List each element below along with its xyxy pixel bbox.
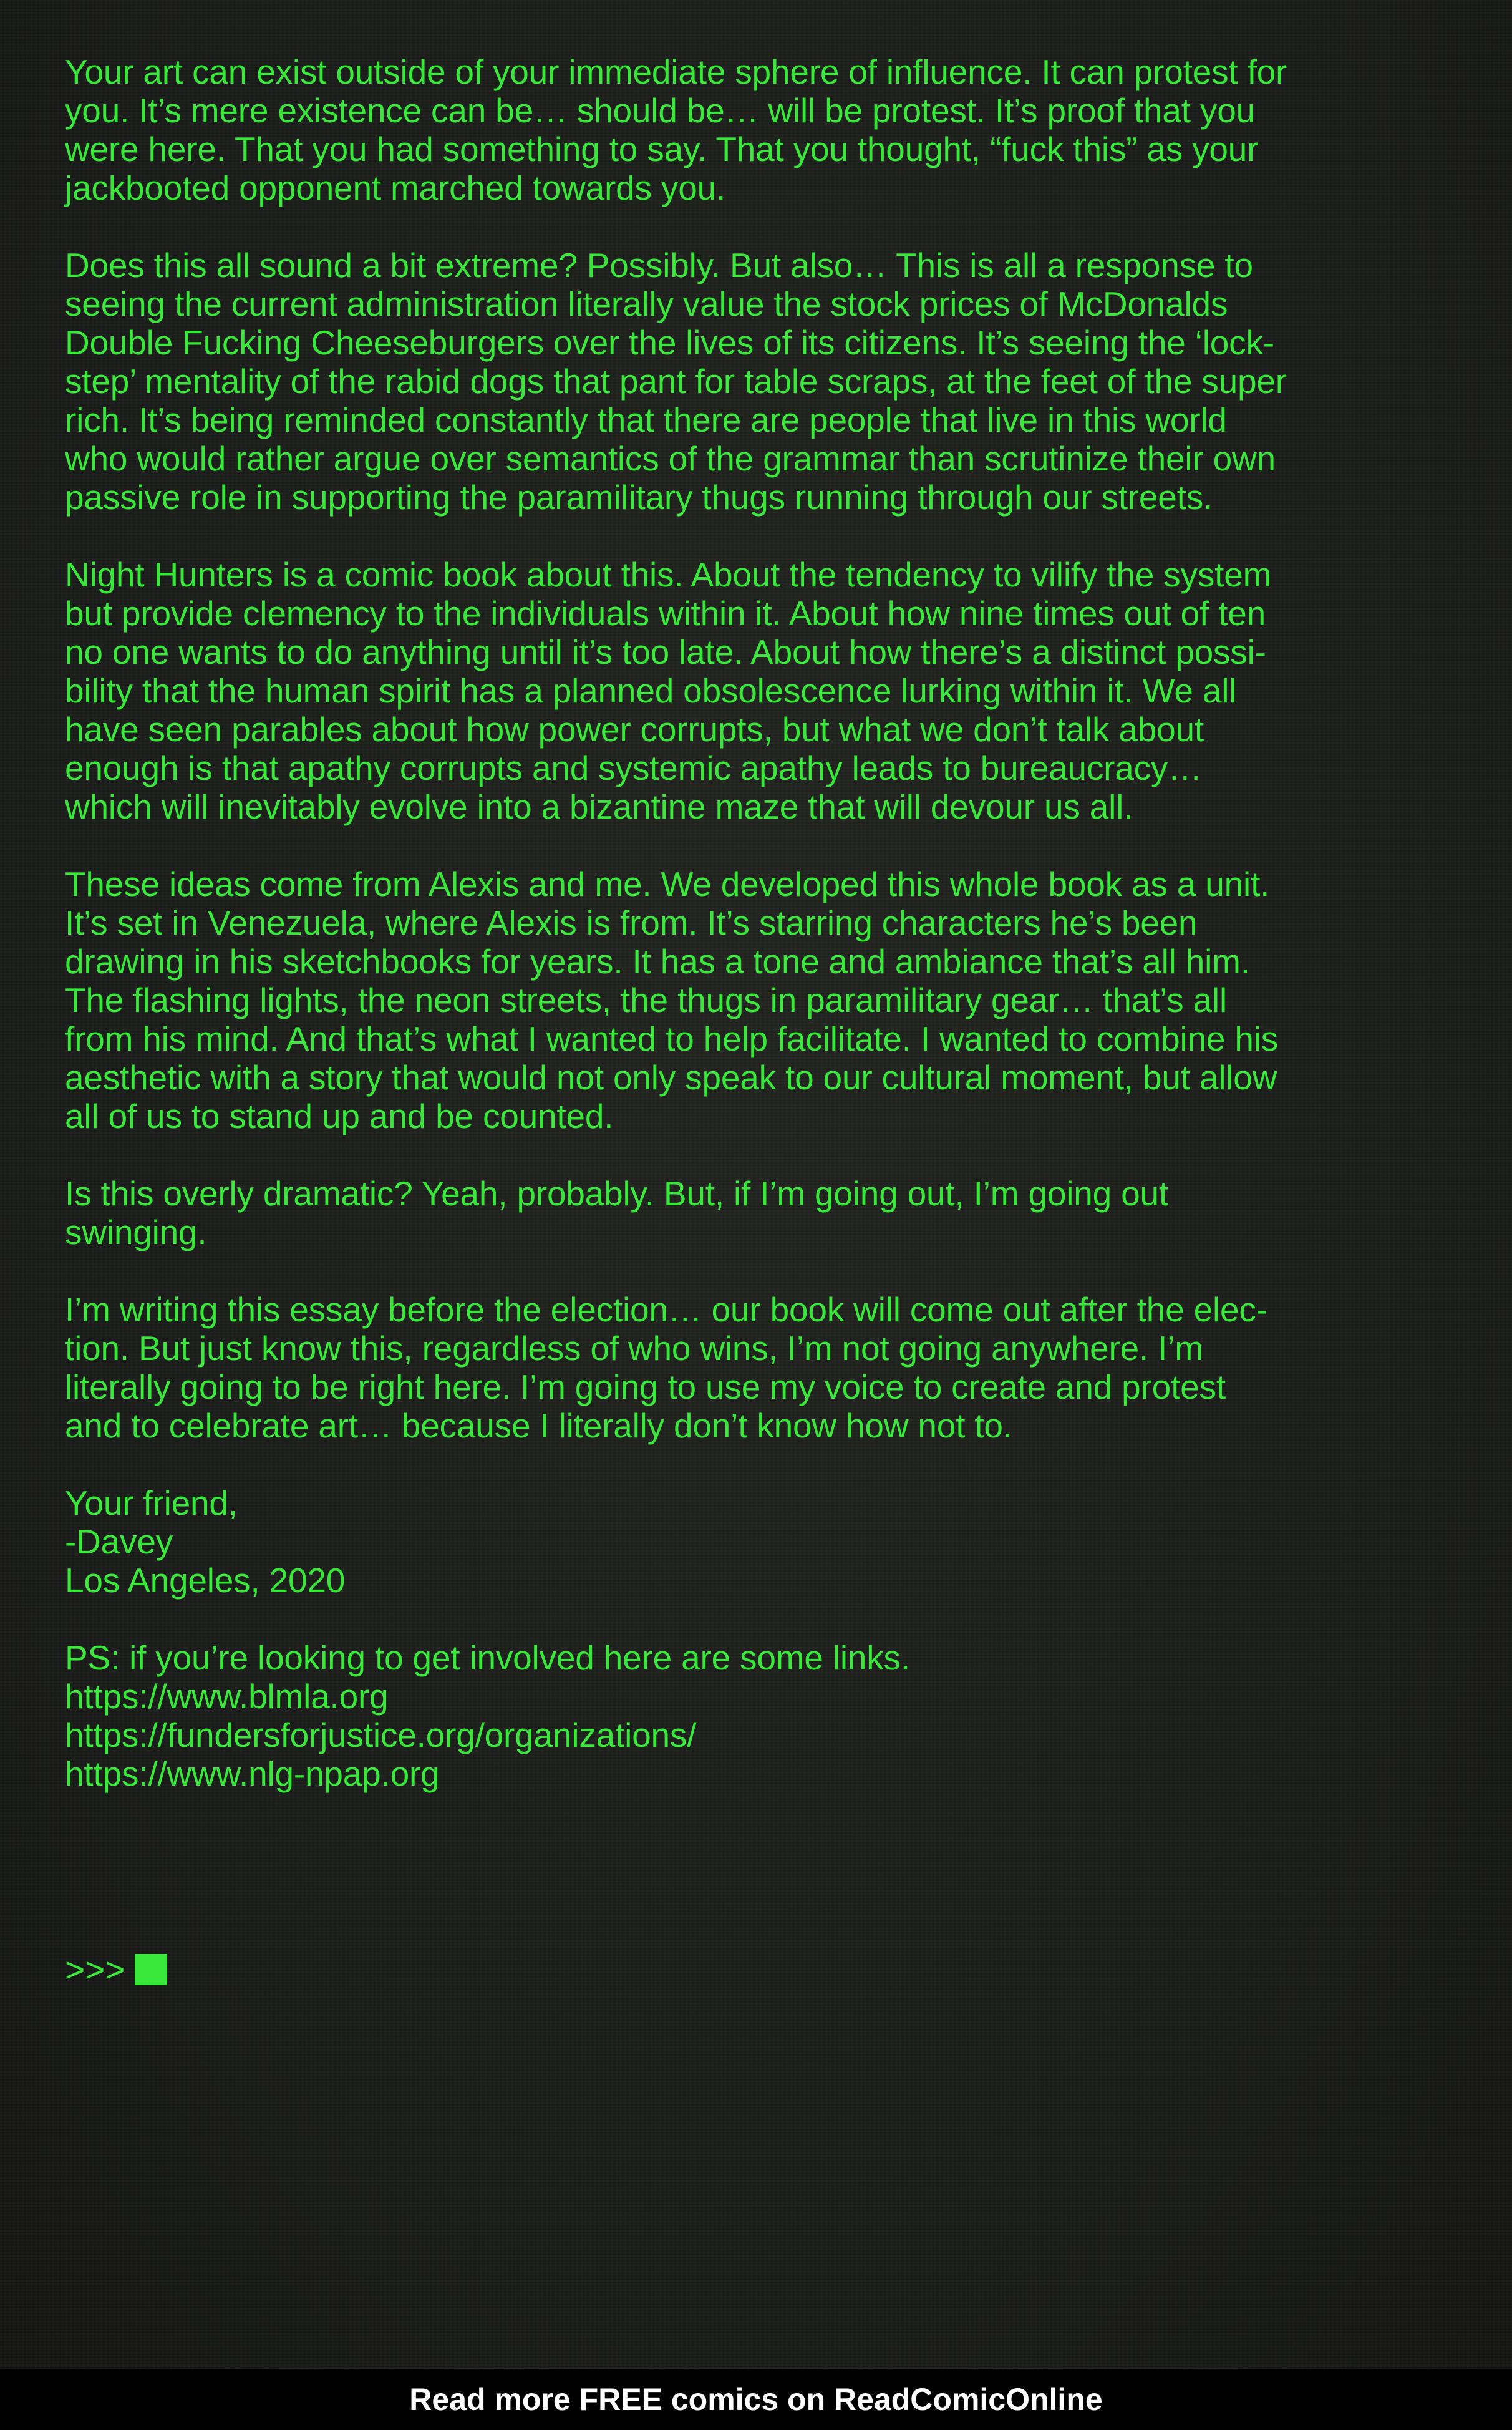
postscript-intro: PS: if you’re looking to get involved here are some links. (65, 1638, 910, 1677)
essay-paragraph-6 (65, 1290, 1468, 1445)
essay-paragraph-1 (65, 52, 1468, 207)
essay-line: aesthetic with a story that would not only speak to our cultural moment, but allow (65, 1058, 1277, 1097)
signoff-greeting: Your friend, (65, 1484, 238, 1522)
postscript-link: https://www.blmla.org (65, 1677, 389, 1716)
prompt-symbol: >>> (65, 1950, 125, 1989)
signoff-place-date: Los Angeles, 2020 (65, 1561, 346, 1600)
footer-banner (0, 2369, 1512, 2430)
essay-line: were here. That you had something to say. That you thought, “fuck this” as your (65, 130, 1259, 168)
essay-line: and to celebrate art… because I literally don’t know how not to. (65, 1406, 1012, 1445)
essay-line: Does this all sound a bit extreme? Possibly. But also… This is all a response to (65, 246, 1253, 284)
essay-line: jackbooted opponent marched towards you. (65, 168, 726, 207)
essay-line: tion. But just know this, regardless of who wins, I’m not going anywhere. I’m (65, 1329, 1203, 1368)
essay-line: Is this overly dramatic? Yeah, probably. But, if I’m going out, I’m going out (65, 1174, 1168, 1213)
essay-line: Double Fucking Cheeseburgers over the lives of its citizens. It’s seeing the ‘lock- (65, 323, 1274, 362)
essay-line: passive role in supporting the paramilitary thugs running through our streets. (65, 478, 1213, 517)
essay-paragraph-3 (65, 555, 1468, 826)
essay-paragraph-2 (65, 246, 1468, 517)
essay-line: bility that the human spirit has a planned obsolescence lurking within it. We all (65, 671, 1237, 710)
essay-line: you. It’s mere existence can be… should be… will be protest. It’s proof that you (65, 91, 1255, 130)
essay-line: no one wants to do anything until it’s too late. About how there’s a distinct possi- (65, 633, 1266, 671)
essay-paragraph-5 (65, 1174, 1468, 1251)
essay-line: who would rather argue over semantics of the grammar than scrutinize their own (65, 439, 1276, 478)
terminal-prompt (65, 1950, 167, 1989)
essay-line: Night Hunters is a comic book about this. About the tendency to vilify the system (65, 555, 1272, 594)
postscript-link: https://www.nlg-npap.org (65, 1754, 440, 1793)
signoff-name: -Davey (65, 1522, 173, 1561)
postscript (65, 1638, 1468, 1793)
signoff (65, 1484, 1468, 1600)
footer-text[interactable]: Read more FREE comics on ReadComicOnline (409, 2382, 1103, 2417)
essay-line: It’s set in Venezuela, where Alexis is from. It’s starring characters he’s been (65, 903, 1198, 942)
essay-line: These ideas come from Alexis and me. We developed this whole book as a unit. (65, 865, 1270, 903)
essay-line: from his mind. And that’s what I wanted to help facilitate. I wanted to combine his (65, 1019, 1279, 1058)
essay-paragraph-4 (65, 865, 1468, 1135)
essay-line: literally going to be right here. I’m going to use my voice to create and protest (65, 1368, 1226, 1406)
essay-line: swinging. (65, 1213, 207, 1251)
essay-line: enough is that apathy corrupts and systemic apathy leads to bureaucracy… (65, 749, 1203, 787)
essay-text (65, 52, 1468, 1832)
essay-line: all of us to stand up and be counted. (65, 1097, 614, 1135)
essay-line: but provide clemency to the individuals within it. About how nine times out of ten (65, 594, 1266, 633)
cursor-block-icon (135, 1954, 167, 1985)
essay-line: Your art can exist outside of your immediate sphere of influence. It can protest for (65, 52, 1287, 91)
essay-line: rich. It’s being reminded constantly that there are people that live in this world (65, 401, 1227, 439)
essay-line: seeing the current administration literally value the stock prices of McDonalds (65, 284, 1228, 323)
essay-line: I’m writing this essay before the election… our book will come out after the elec- (65, 1290, 1267, 1329)
essay-line: step’ mentality of the rabid dogs that pant for table scraps, at the feet of the super (65, 362, 1287, 401)
essay-line: drawing in his sketchbooks for years. It has a tone and ambiance that’s all him. (65, 942, 1250, 981)
essay-line: The flashing lights, the neon streets, the thugs in paramilitary gear… that’s all (65, 981, 1227, 1019)
essay-line: have seen parables about how power corrupts, but what we don’t talk about (65, 710, 1204, 749)
essay-line: which will inevitably evolve into a bizantine maze that will devour us all. (65, 787, 1133, 826)
postscript-link: https://fundersforjustice.org/organizations/ (65, 1716, 697, 1754)
